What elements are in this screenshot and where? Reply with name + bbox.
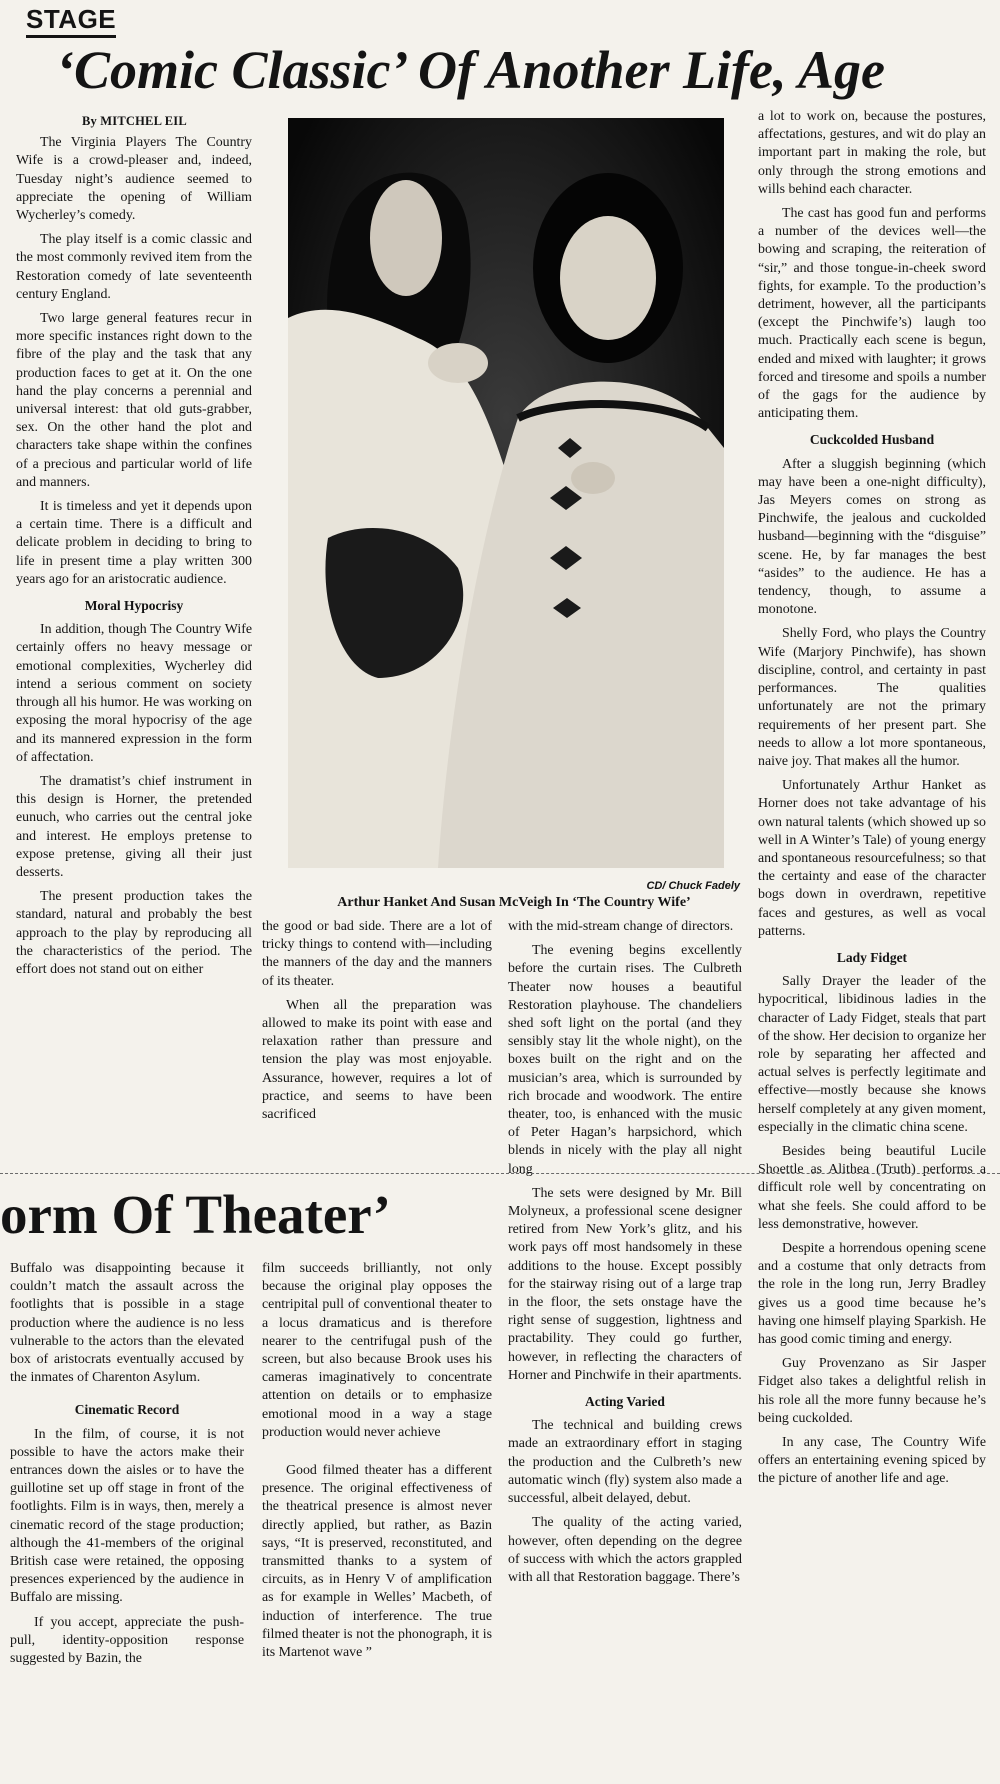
photo-caption: Arthur Hanket And Susan McVeigh In ‘The Country Wife’ <box>337 895 691 910</box>
lower-column-2 <box>262 1260 492 1662</box>
paragraph: with the mid-stream change of directors. <box>508 919 734 934</box>
production-photo <box>288 118 724 868</box>
paragraph: Besides being beautiful Lucile Shoettle as Alithea (Truth) performs a difficult role well by concentrating on what she feels. She could afford to be less demonstrative, however. <box>758 1143 986 1232</box>
paragraph: a lot to work on, because the postures, affectations, gestures, and wit do play an important part in making the role, but only through the strong emotions and wills behind each character. <box>758 109 986 197</box>
article-column-4 <box>758 108 986 1489</box>
paragraph: Guy Provenzano as Sir Jasper Fidget also takes a delightful relish in his role all the more funny because he’s being cuckolded. <box>758 1356 986 1426</box>
paragraph: Unfortunately Arthur Hanket as Horner does not take advantage of his own natural talents (which showed up so well in A Winter’s Tale) of young energy and spontaneous resourcefulness; so that the certainty and ease of the character bogs down in overdrawn, repetitive faces and gestures, as well as vocal patterns. <box>758 778 986 939</box>
subhead-acting-varied: Acting Varied <box>585 1394 665 1410</box>
subhead-cinematic-record: Cinematic Record <box>74 1402 180 1418</box>
subhead-moral-hypocrisy: Moral Hypocrisy <box>84 598 184 614</box>
paragraph: The cast has good fun and performs a number of the devices well—the bowing and scraping, the reiteration of “sir,” and those tongue-in-cheek sword fights, for example. To the production’s detriment, however, all the participants (except the Pinchwife’s) laugh too much. Practically each scene is begun, ended and mixed with laughter; it grows forced and tiresome and spoils a number of the gags for the audience by anticipating them. <box>758 206 986 422</box>
paragraph: Sally Drayer the leader of the hypocritical, libidinous ladies in the character of Lady Fidget, steals that part of the show. Her decision to organize her role by separating her affected and actual selves is perfectly legitimate and effective—mostly because she knows herself completely at any given moment, especially in the climatic china scene. <box>758 974 986 1135</box>
paragraph: If you accept, appreciate the push-pull, identity-opposition response suggested by Bazin, the <box>10 1614 244 1667</box>
photo-credit: CD/ Chuck Fadely <box>646 880 740 892</box>
paragraph: the good or bad side. There are a lot of tricky things to contend with—including the manners of the day and the manners of its theater. <box>262 919 492 989</box>
paragraph: Despite a horrendous opening scene and a costume that only detracts from the role in the long run, Jerry Bradley gives us a good time because he’s having one himself playing Sparkish. He has good comic timing and energy. <box>758 1240 986 1347</box>
paragraph: The Virginia Players The Country Wife is a crowd-pleaser and, indeed, Tuesday night’s audience seemed to appreciate the opening of William Wycherley’s comedy. <box>16 135 252 224</box>
paragraph: Two large general features recur in more specific instances right down to the fibre of the play and the task that any production faces to get at it. On the one hand the play concerns a perennial and universal interest: that old guts-grabber, sex. On the other hand the plot and characters take shape within the confines of a precious and particular world of life and manners. <box>16 311 252 490</box>
photo-illustration <box>288 118 724 868</box>
article-divider <box>0 1173 1000 1174</box>
paragraph: The sets were designed by Mr. Bill Molyneux, a professional scene designer retired from New York’s glitz, and his work pays off most handsomely in these additions to the house. Except possibly for the stairway rising out of a large trap in the floor, the sets onstage have the right sense of suggestion, lightness and practability. They could go further, however, in reflecting the characters of Horner and Pinchwife in their apartments. <box>508 1185 742 1383</box>
paragraph: The play itself is a comic classic and the most commonly revived item from the Restoration comedy of late seventeenth century England. <box>16 232 252 302</box>
paragraph: film succeeds brilliantly, not only because the original play opposes the centripital pull of conventional theater to a locus dramaticus and is therefore nearer to the centrifugal push of the screen, but also because Brook uses his cameras imaginatively to concentrate attention on details or to emphasize emotional mood in a way a stage production would never achieve <box>262 1261 492 1440</box>
paragraph: Shelly Ford, who plays the Country Wife (Marjory Pinchwife), has shown discipline, control, and certainty in past performances. The qualities unfortunately are not the primary requirements of her present part. She needs to allow a lot more spontaneous, naive joy. That makes all the humor. <box>758 626 986 769</box>
byline: By MITCHEL EIL <box>82 114 187 128</box>
paragraph: In any case, The Country Wife offers an entertaining evening spiced by the picture of another life and age. <box>758 1435 986 1487</box>
subhead-cuckolded-husband: Cuckcolded Husband <box>809 432 935 448</box>
headline: ‘Comic Classic’ Of Another Life, Age <box>56 40 885 100</box>
paragraph: Buffalo was disappointing because it couldn’t match the assault across the footlights that is possible in a stage production where the audience is no less vulnerable to the actors than the elevated box of aristocrats eventually accused by the inmates of Charenton Asylum. <box>10 1261 244 1386</box>
paragraph: The technical and building crews made an extraordinary effort in staging the production and the Culbreth’s new automatic winch (fly) system also made a successful, albeit delayed, debut. <box>508 1418 742 1507</box>
paragraph: After a sluggish beginning (which may have been a one-night difficulty), Jas Meyers comes on strong as Pinchwife, the jealous and cuckolded husband—beginning with the “disguise” scene. He, by far manages the best “asides” to the audience. He has a tendency, though, to assume a monotone. <box>758 456 986 618</box>
subhead-lady-fidget: Lady Fidget <box>836 949 908 965</box>
paragraph: The dramatist’s chief instrument in this design is Horner, the pretended eunuch, who carries out the central joke and interest. He employs pretense to expose pretense, giving all their just desserts. <box>16 773 252 880</box>
paragraph: It is timeless and yet it depends upon a certain time. There is a difficult and delicate problem in deciding to bring to life in present time a play written 300 years ago for an aristocratic audience. <box>16 499 252 587</box>
lower-column-1 <box>10 1260 244 1668</box>
paragraph: When all the preparation was allowed to make its point with ease and relaxation rather than pressure and tension the play was most enjoyable. Assurance, however, requires a lot of practice, and seems to have been sacrificed <box>262 997 492 1123</box>
article-column-2 <box>262 918 492 1124</box>
paragraph: The quality of the acting varied, however, often depending on the degree of success with which the actors grappled with all that Restoration baggage. There’s <box>508 1515 742 1585</box>
paragraph: In the film, of course, it is not possible to have the actors make their entrances down the aisles or to have the guillotine set up off stage in front of the footlights. Film is in ways, then, merely a cinematic record of the stage production; although the 41-members of the original British case were retained, the opposing presences experienced by the audience in Buffalo are missing. <box>10 1426 244 1606</box>
paragraph: The present production takes the standard, natural and probably the best approach to the play by reproducing all the characteristics of the period. The effort does not stand out on either <box>16 889 252 977</box>
lower-headline: orm Of Theater’ <box>0 1184 391 1245</box>
paragraph: The evening begins excellently before the curtain rises. The Culbreth Theater now houses a beautiful Restoration playhouse. The chandeliers shed soft light on the portal (and they sensibly stay lit the whole night), on the boxes built on the right and on the musician’s area, which is surrounded by rich brocade and woodwork. The entire theater, too, is enhanced with the music of Peter Hagan’s harpsichord, which blends in nicely with the play all night long <box>508 943 742 1177</box>
paragraph: In addition, though The Country Wife certainly offers no heavy message or emotional complexities, Wycherley did intend a serious comment on society through all his humor. He was working on exposing the moral hypocrisy of the age and its mannered expression in the form of affectation. <box>16 622 252 765</box>
paragraph: Good filmed theater has a different presence. The original effectiveness of the theatrical presence is almost never directly applied, but rather, as Bazin says, “It is preserved, reconstituted, and transmitted thanks to a system of circuits, as in Henry V of amplification as for example in Welles’ Macbeth, of induction of interference. The true filmed theater is not the phonograph, it is its Martenot wave ” <box>262 1463 492 1661</box>
section-label: STAGE <box>26 4 116 38</box>
article-column-3 <box>508 918 742 1587</box>
article-column-1 <box>16 112 252 979</box>
